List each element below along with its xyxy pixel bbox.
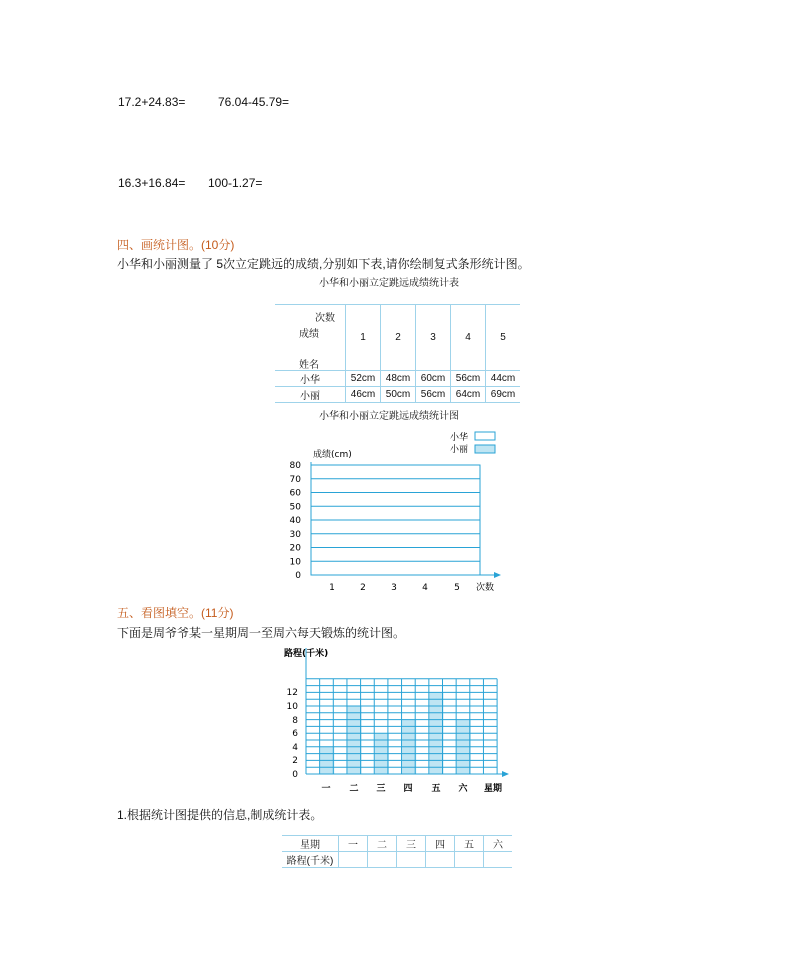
cell: 52cm [346, 371, 381, 387]
col-header: 2 [381, 305, 416, 371]
cell: 56cm [451, 371, 486, 387]
cell: 64cm [451, 387, 486, 403]
col-header: 一 [339, 836, 368, 852]
row-name: 小丽 [275, 387, 346, 403]
calc-1a: 17.2+24.83= [118, 95, 186, 109]
y-tick: 10 [289, 557, 301, 568]
exercise-chart [280, 644, 512, 796]
cell: 60cm [416, 371, 451, 387]
x-tick: 2 [360, 583, 366, 593]
table1-caption: 小华和小丽立定跳远成绩统计表 [319, 278, 459, 289]
calc-2b: 100-1.27= [208, 176, 263, 190]
x-tick: 一 [321, 784, 331, 794]
calc-2a: 16.3+16.84= [118, 176, 186, 190]
x-axis-label: 次数 [476, 583, 495, 593]
blank-cell[interactable] [455, 852, 484, 868]
row-label: 路程(千米) [282, 852, 339, 868]
y-tick: 0 [295, 571, 301, 581]
header-times: 次数 [315, 313, 335, 324]
y-tick: 8 [292, 716, 298, 726]
header-name: 姓名 [299, 360, 319, 371]
table-row [275, 371, 520, 387]
col-header: 四 [426, 836, 455, 852]
x-tick: 五 [431, 784, 441, 794]
y-tick: 12 [286, 688, 298, 698]
col-header: 五 [455, 836, 484, 852]
cell: 46cm [346, 387, 381, 403]
blank-cell[interactable] [368, 852, 397, 868]
table-header-cell [275, 305, 346, 371]
x-tick: 四 [403, 784, 413, 794]
col-header: 二 [368, 836, 397, 852]
legend-label: 小丽 [450, 445, 469, 455]
x-tick: 三 [376, 784, 386, 794]
header-score: 成绩 [299, 329, 319, 340]
y-tick: 60 [289, 488, 301, 499]
cell: 48cm [381, 371, 416, 387]
legend-label: 小华 [450, 433, 469, 443]
calc-1b: 76.04-45.79= [218, 95, 290, 109]
jump-table [275, 304, 520, 403]
x-tick: 4 [422, 583, 428, 593]
col-header: 4 [451, 305, 486, 371]
x-axis-label: 星期 [483, 784, 503, 794]
y-tick: 50 [289, 502, 301, 513]
x-tick: 5 [454, 583, 460, 593]
y-tick: 40 [289, 516, 301, 526]
section4-title: 四、画统计图。(10分) [117, 238, 235, 252]
x-tick: 1 [329, 583, 335, 593]
cell: 44cm [490, 373, 516, 384]
col-header: 三 [397, 836, 426, 852]
blank-cell[interactable] [484, 852, 513, 868]
blank-cell[interactable] [426, 852, 455, 868]
col-header: 1 [346, 305, 381, 371]
distance-table [282, 835, 512, 868]
section5-title: 五、看图填空。(11分) [117, 606, 234, 620]
legend-swatch [475, 445, 495, 453]
y-axis-label: 成绩(cm) [313, 450, 352, 460]
y-tick: 10 [286, 702, 298, 712]
chart1-grid [311, 465, 480, 575]
col-header: 5 [500, 332, 506, 343]
blank-cell[interactable] [397, 852, 426, 868]
y-tick: 70 [289, 474, 301, 485]
legend-swatch [475, 432, 495, 440]
x-tick: 六 [458, 784, 468, 794]
jump-chart [280, 424, 510, 596]
y-tick: 0 [292, 770, 298, 780]
x-tick: 3 [391, 583, 397, 593]
section5-instruction: 下面是周爷爷某一星期周一至周六每天锻炼的统计图。 [117, 626, 406, 640]
x-tick: 二 [349, 784, 359, 794]
blank-cell[interactable] [339, 852, 368, 868]
y-tick: 80 [289, 461, 301, 471]
y-axis-label: 路程(千米) [284, 649, 329, 659]
y-tick: 2 [292, 756, 298, 766]
y-tick: 4 [292, 743, 298, 753]
y-tick: 20 [289, 543, 301, 554]
cell: 50cm [381, 387, 416, 403]
table-row [275, 387, 520, 403]
question-1: 1.根据统计图提供的信息,制成统计表。 [117, 808, 323, 822]
chart1-caption: 小华和小丽立定跳远成绩统计图 [319, 411, 459, 422]
col-header: 六 [493, 840, 503, 851]
table-row [282, 852, 512, 868]
cell: 69cm [490, 389, 516, 400]
col-header: 3 [416, 305, 451, 371]
cell: 56cm [416, 387, 451, 403]
y-tick: 6 [292, 729, 298, 739]
y-tick: 30 [289, 529, 301, 540]
section4-instruction: 小华和小丽测量了 5次立定跳远的成绩,分别如下表,请你绘制复式条形统计图。 [117, 257, 530, 271]
row-name: 小华 [275, 371, 346, 387]
table2-header: 星期 [282, 836, 339, 852]
